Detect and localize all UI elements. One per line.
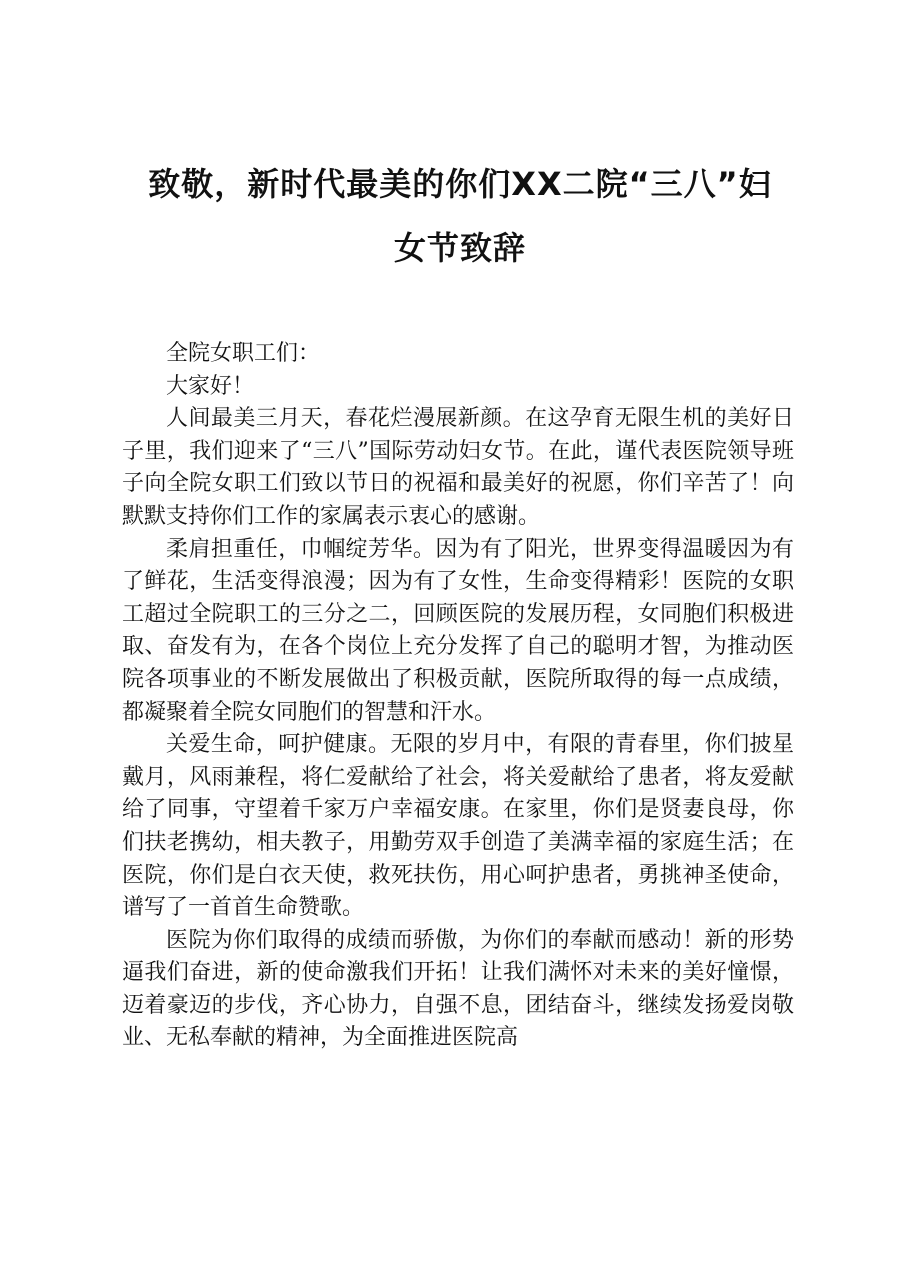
document-title-line-2: 女节致辞	[393, 229, 526, 267]
document-body	[122, 338, 794, 1055]
document-title-line-1: 致敬，新时代最美的你们XX二院“三八”妇	[148, 165, 772, 203]
paragraph: 关爱生命，呵护健康。无限的岁月中，有限的青春里，你们披星戴月，风雨兼程，将仁爱献给了社会，将关爱献给了患者，将友爱献给了同事，守望着千家万户幸福安康。在家里，你们是贤妻良母，你们扶老携幼，相夫教子，用勤劳双手创造了美满幸福的家庭生活；在医院，你们是白衣天使，救死扶伤，用心呵护患者，勇挑神圣使命，谱写了一首首生命赞歌。	[122, 732, 794, 921]
greeting: 大家好！	[166, 373, 255, 399]
salutation: 全院女职工们：	[166, 341, 321, 366]
paragraph: 医院为你们取得的成绩而骄傲，为你们的奉献而感动！新的形势逼我们奋进，新的使命激我们开拓！让我们满怀对未来的美好憧憬，迈着豪迈的步伐，齐心协力，自强不息，团结奋斗，继续发扬爱岗敬业、无私奉献的精神，为全面推进医院高	[122, 927, 794, 1051]
paragraph: 柔肩担重任，巾帼绽芳华。因为有了阳光，世界变得温暖因为有了鲜花，生活变得浪漫；因为有了女性，生命变得精彩！医院的女职工超过全院职工的三分之二，回顾医院的发展历程，女同胞们积极进取、奋发有为，在各个岗位上充分发挥了自己的聪明才智，为推动医院各项事业的不断发展做出了积极贡献，医院所取得的每一点成绩，都凝聚着全院女同胞们的智慧和汗水。	[122, 536, 794, 725]
paragraph: 人间最美三月天，春花烂漫展新颜。在这孕育无限生机的美好日子里，我们迎来了“三八”国际劳动妇女节。在此，谨代表医院领导班子向全院女职工们致以节日的祝福和最美好的祝愿，你们辛苦了！向默默支持你们工作的家属表示衷心的感谢。	[122, 406, 794, 529]
